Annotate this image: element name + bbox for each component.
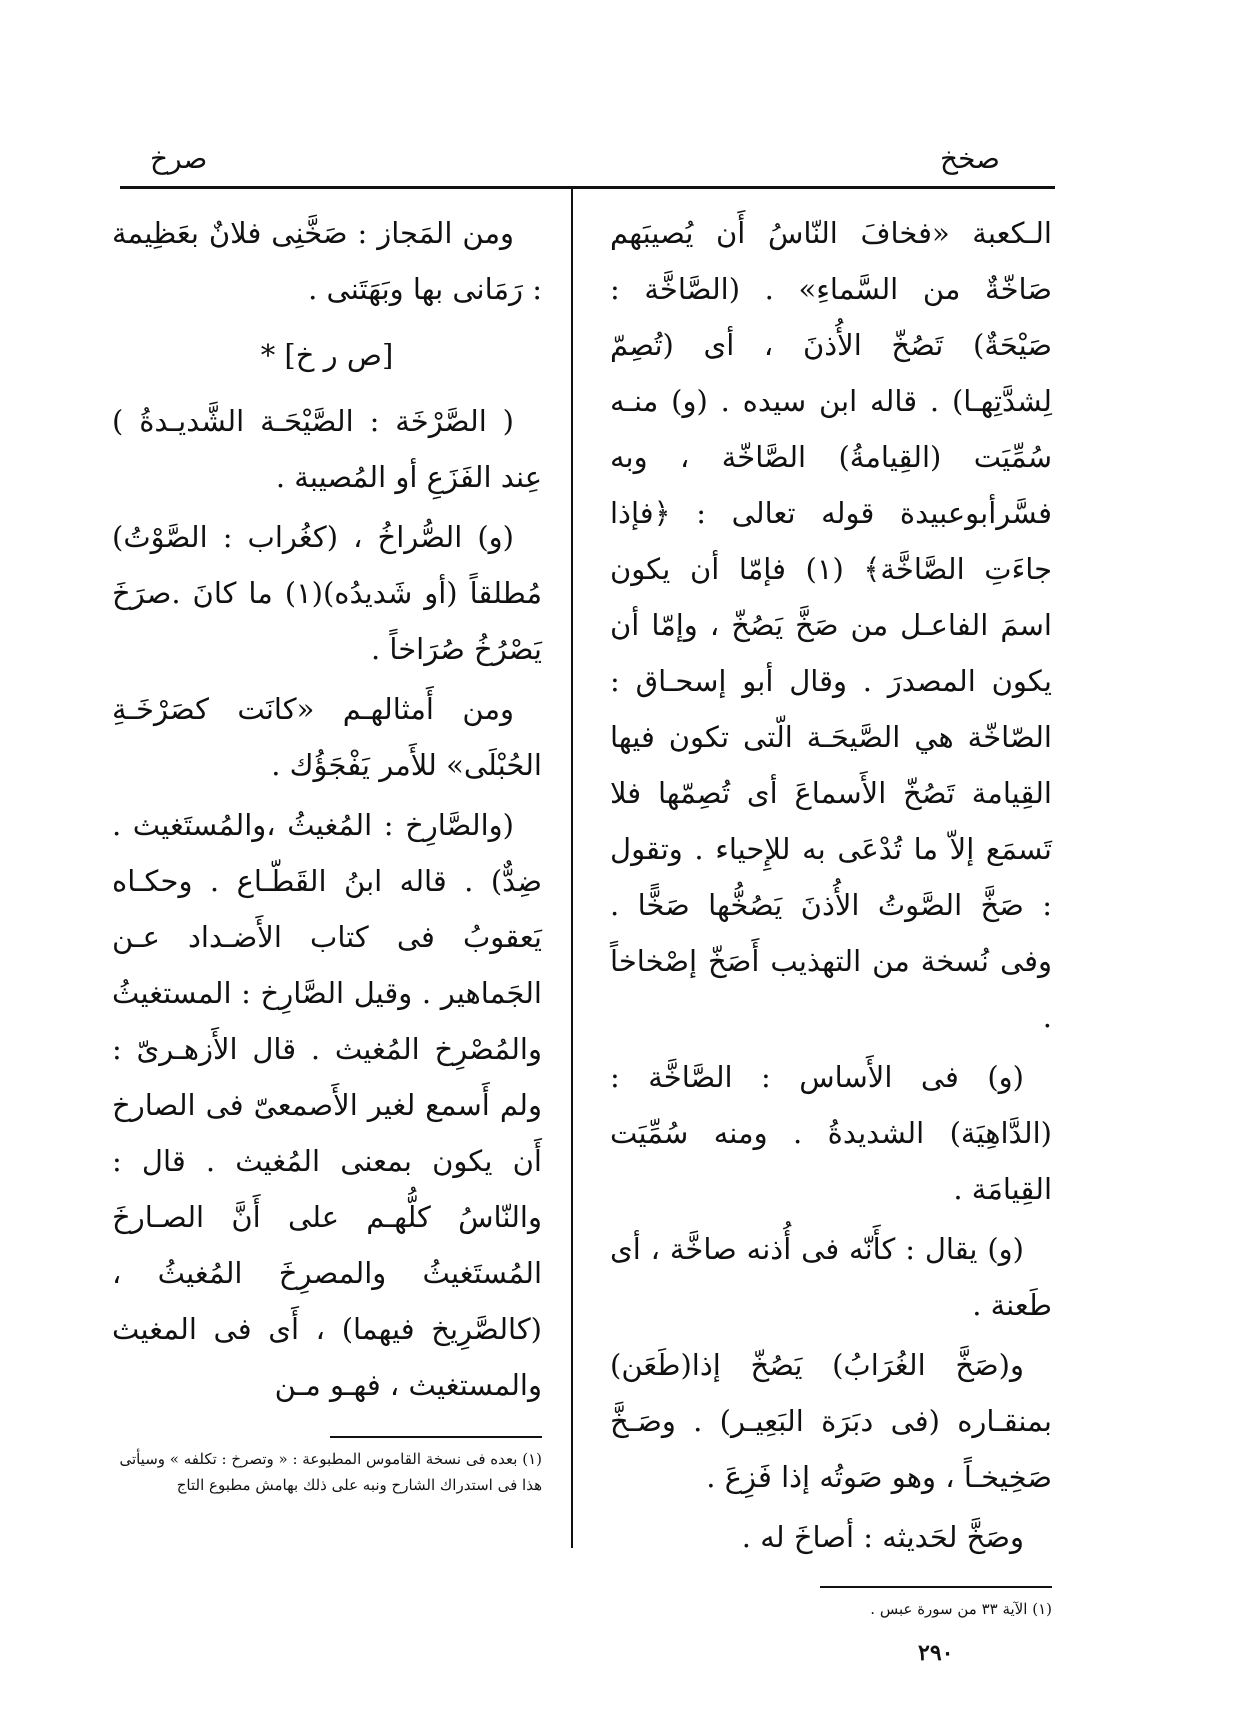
left-paragraph-1: ( الصَّرْخَة : الصَّيْحَـة الشَّديـدةُ ) عِند الفَزَعِ أو المُصيبة . — [112, 404, 542, 494]
left-paragraph-3: ومن أَمثالهـم «كانَت كصَرْخَـةِ الحُبْلَى» للأَمر يَفْجَؤُك . — [112, 692, 542, 782]
right-paragraph-4: و(صَخَّ الغُرَابُ) يَصُخّ إذا(طَعَن) بمنقـاره (فى دبَرَة البَعِيـر) . وصَـخَّ صَخِيخـاً ، وهو صَوتُه إذا فَزِعَ . — [610, 1348, 1052, 1494]
right-paragraph-1: الـكعبة «فخافَ النّاسُ أَن يُصيبَهم صَاخّةٌ من السَّماءِ» . (الصَّاخَّة : صَيْحَةٌ) تَصُخّ الأُذنَ ، أى (تُصِمّ لِشدَّتِهـا) . قاله ابن سيده . (و) منـه سُمِّيَت (القِيامةُ) الصَّاخّة ، وبه فسَّرأبوعبيدة قوله تعالى : ﴿فإذا جاءَتِ الصَّاخَّة﴾ (١) فإمّا أن يكون اسمَ الفاعـل من صَخَّ يَصُخّ ، وإمّا أن يكون المصدرَ . وقال أبو إسحـاق : الصّاخّة هي الصَّيحَـة الّتى تكون فيها القِيامة تَصُخّ الأَسماعَ أى تُصِمّها فلا تَسمَع إلاّ ما تُدْعَى به للإِحياء . وتقول : صَخَّ الصَّوتُ الأُذنَ يَصُخُّها صَخًّا . وفى نُسخة من التهذيب أَصَخّ إصْخاخاً . — [610, 216, 1052, 1034]
footnote-right: (١) الآية ٣٣ من سورة عبس . — [870, 1600, 1052, 1618]
right-paragraph-2: (و) فى الأَساس : الصَّاخَّة : (الدَّاهِيَة) الشديدةُ . ومنه سُمِّيَت القِيامَة . — [610, 1060, 1052, 1206]
column-divider — [571, 188, 573, 1548]
running-head-left: صرخ — [150, 142, 208, 175]
right-column — [610, 205, 1052, 1569]
running-head-right: صخخ — [940, 142, 1000, 175]
left-column — [112, 205, 542, 1417]
footnote-left: (١) بعده فى نسخة القاموس المطبوعة : « وتصرخ : تكلفه » وسيأتى هذا فى استدراك الشارح ونبه على ذلك بهامش مطبوع التاج — [119, 1450, 542, 1494]
page-number: ٢٩٠ — [918, 1640, 954, 1666]
left-intro-paragraph: ومن المَجاز : صَخَّنِى فلانٌ بعَظِيمة : رَمَانى بها وبَهَتَنى . — [112, 216, 542, 306]
left-paragraph-4: (والصَّارِخ : المُغيثُ ،والمُستَغيث . ضِدٌّ) . قاله ابنُ القَطّـاع . وحكـاه يَعقوبُ فى كتاب الأَضـداد عـن الجَماهير . وقيل الصَّارِخ : المستغيثُ والمُصْرِخ المُغيث . قال الأَزهـرىّ : ولم أَسمع لغير الأَصمعىّ فى الصارخ أَن يكون بمعنى المُغيث . قال : والنّاسُ كلُّهـم على أَنَّ الصـارخَ المُستَغيثُ والمصرِخَ المُغيثُ ،(كالصَّرِيخ فيهما) ، أَى فى المغيث والمستغيث ، فهـو مـن — [112, 808, 542, 1402]
right-paragraph-5: وصَخَّ لحَديثه : أصاخَ له . — [741, 1520, 1024, 1554]
right-paragraph-3: (و) يقال : كأَنّه فى أُذنه صاخَّة ، أى طَعنة . — [610, 1232, 1052, 1322]
footnote-rule-left — [330, 1436, 542, 1438]
entry-headword: [ص ر خ] * — [260, 338, 394, 372]
left-paragraph-2: (و) الصُّراخُ ، (كغُراب : الصَّوْتُ) مُطلقاً (أو شَديدُه)(١) ما كانَ .صرَخَ يَصْرُخُ صُرَاخاً . — [112, 520, 542, 666]
footnote-rule-right — [820, 1586, 1052, 1588]
header-rule — [120, 186, 1055, 189]
